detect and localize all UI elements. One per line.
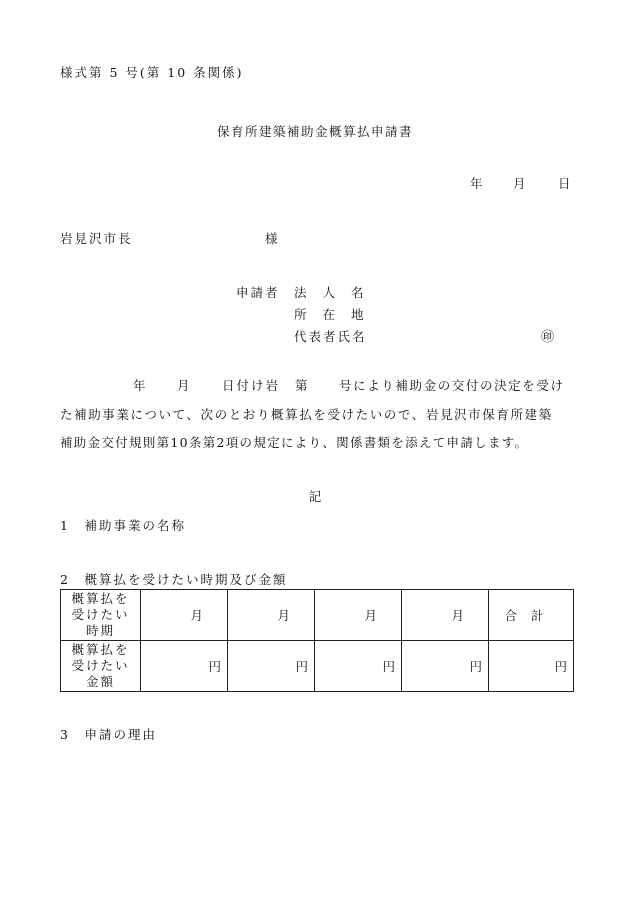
item-2: 2 概算払を受けたい時期及び金額 — [60, 572, 288, 587]
month-cell-2[interactable]: 月 — [228, 590, 315, 641]
ki-heading: 記 — [308, 489, 322, 504]
amount-cell-1[interactable]: 円 — [141, 641, 228, 692]
period-header-line2: 受けたい — [71, 607, 130, 622]
month-cell-3[interactable]: 月 — [315, 590, 402, 641]
payment-schedule-table — [60, 589, 574, 692]
amount-cell-3[interactable]: 円 — [315, 641, 402, 692]
amount-row-header — [61, 641, 141, 692]
amount-header-line1: 概算払を — [71, 642, 130, 657]
table-row — [61, 590, 574, 641]
corporate-name-label: 法 人 名 — [294, 285, 366, 300]
applicant-label: 申請者 — [236, 285, 280, 300]
body-line3: 補助金交付規則第10条第2項の規定により、関係書類を添えて申請します。 — [60, 435, 529, 450]
month-cell-4[interactable]: 月 — [402, 590, 489, 641]
date-month-label: 月 — [513, 176, 526, 191]
body-day-ref: 日付け岩 — [222, 378, 281, 393]
table-row — [61, 641, 574, 692]
address-label: 所 在 地 — [294, 307, 366, 322]
representative-label: 代表者氏名 — [294, 329, 367, 344]
date-day-label: 日 — [558, 176, 571, 191]
body-line1-rest: 号により補助金の交付の決定を受け — [339, 378, 565, 393]
page-title: 保育所建築補助金概算払申請書 — [216, 124, 413, 139]
form-number: 様式第 5 号(第 10 条関係) — [60, 65, 244, 80]
amount-cell-total[interactable]: 円 — [489, 641, 574, 692]
body-number-prefix: 第 — [295, 378, 308, 393]
body-line2: た補助事業について、次のとおり概算払を受けたいので、岩見沢市保育所建築 — [60, 407, 553, 422]
period-header-line3: 時期 — [85, 623, 115, 638]
month-cell-1[interactable]: 月 — [141, 590, 228, 641]
amount-header-line2: 受けたい — [71, 658, 130, 673]
period-header-line1: 概算払を — [71, 591, 130, 606]
period-row-header — [61, 590, 141, 641]
addressee-name: 岩見沢市長 — [60, 231, 133, 246]
seal-mark: ㊞ — [541, 330, 555, 345]
date-year-label: 年 — [470, 176, 483, 191]
body-year-label: 年 — [133, 378, 146, 393]
addressee-honorific: 様 — [265, 231, 278, 246]
amount-cell-2[interactable]: 円 — [228, 641, 315, 692]
amount-cell-4[interactable]: 円 — [402, 641, 489, 692]
item-1: 1 補助事業の名称 — [60, 518, 186, 533]
body-month-label: 月 — [177, 378, 190, 393]
item-3: 3 申請の理由 — [60, 727, 157, 742]
amount-header-line3: 金額 — [85, 674, 115, 689]
total-label-cell: 合計 — [489, 590, 574, 641]
